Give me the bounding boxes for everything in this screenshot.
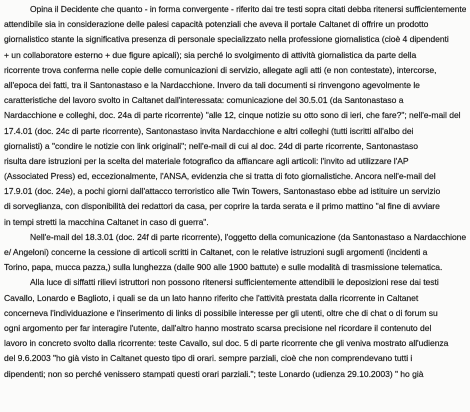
text-line: (Associated Press) ed, eccezionalmente, l'ANSA, evidenzia che si tratta di foto giornalistiche. Ancora nell'e-mail del: [4, 171, 436, 182]
text-line: giornalisti) a "condire le notizie con link originali"; nell'e-mail di cui al doc. 24d di parte ricorrente, Santonastaso: [4, 140, 418, 151]
text-line: ricorrente trova conferma nelle copie delle comunicazioni di servizio, allegate agli atti (e non contestate), intercorse,: [4, 64, 437, 75]
text-line: 17.9.01 (doc. 24e), a pochi giorni dall'attacco terroristico alle Twin Towers, Santonastaso ebbe ad istituire un servizio: [4, 186, 441, 197]
text-line: in tempi stretti la macchina Caltanet in caso di guerra".: [4, 216, 209, 227]
text-line: risulta dare istruzioni per la scelta del materiale fotografico da affiancare agli articoli: l'invito ad utilizzare l'AP: [4, 155, 409, 166]
text-line: all'epoca dei fatti, tra il Santonastaso e la Nardacchione. Invero da tali documenti si rinvengono agevolmente le: [4, 79, 420, 90]
text-line: + un collaboratore esterno + due figure apicali); sia perché lo svolgimento di attività giornalistica da parte della: [4, 49, 417, 60]
text-line: Opina il Decidente che quanto - in forma convergente - riferito dai tre testi sopra citati debba ritenersi sufficientemente: [30, 4, 466, 14]
text-line: dipendenti; non so perché venissero stampati questi orari parziali."; teste Lonardo (udienza 29.10.2003) " ho già: [4, 368, 424, 379]
text-line: Torino, papa, mucca pazza,) sulla lunghezza (dalle 900 alle 1900 battute) e sulle modalità di trasmissione telematica.: [4, 262, 443, 273]
text-line: concerneva l'individuazione e l'inserimento di links di possibile interesse per gli utenti, oltre che di chat o di forum su: [4, 307, 438, 318]
text-line: ogni argomento per far interagire l'utente, dall'altro hanno mostrato scarsa precisione nel ricordare il contenuto del: [4, 322, 432, 333]
text-line: Alla luce di siffatti rilievi istruttori non possono ritenersi sufficientemente attendibili le deposizioni rese dai testi: [30, 277, 439, 288]
text-line: attendibile sia in considerazione delle palesi capacità potenziali che aveva il portale Caltanet di offrire un prodotto: [4, 19, 429, 30]
text-line: caratteristiche del lavoro svolto in Caltanet dall'interessata: comunicazione del 30.5.01 (da Santonastaso a: [4, 95, 404, 106]
text-line: giornalistico stante la significativa presenza di personale specializzato nella professione giornalistica (cioè 4 dipendenti: [4, 34, 449, 45]
text-line: Nell'e-mail del 18.3.01 (doc. 24f di parte ricorrente), l'oggetto della comunicazione (da Santonastaso a Nardacchione: [30, 231, 466, 242]
text-line: Cavallo, Lonardo e Baglioto, i quali se da un lato hanno riferito che l'attività prestata dalla ricorrente in Caltanet: [4, 292, 419, 303]
text-line: lavoro in concreto svolto dalla ricorrente: teste Cavallo, sul doc. 5 di parte ricorrente che gli veniva mostrato all'udienza: [4, 338, 449, 349]
text-line: e/ Angeloni) concerne la cessione di articoli scritti in Caltanet, con le relative istruzioni sugli argomenti (incidenti a: [4, 247, 428, 257]
text-line: Nardacchione e colleghi, doc. 24a di parte ricorrente) "alle 12, cinque notizie su otto sono di ieri, che fare?"; nell'e-mail del: [4, 110, 461, 121]
text-line: del 9.6.2003 "ho già visto in Caltanet questo tipo di orari. sempre parziali, cioè che non comprendevano tutti i: [4, 353, 413, 364]
text-line: 17.4.01 (doc. 24c di parte ricorrente), Santonastaso invita Nardacchione e altri colleghi (tutti iscritti all'albo dei: [4, 125, 414, 136]
document-body: [4, 2, 466, 382]
text-line: di sorveglianza, con disponibilità dei redattori da casa, per coprire la tarda serata e il primo mattino "al fine di avviare: [4, 201, 440, 212]
